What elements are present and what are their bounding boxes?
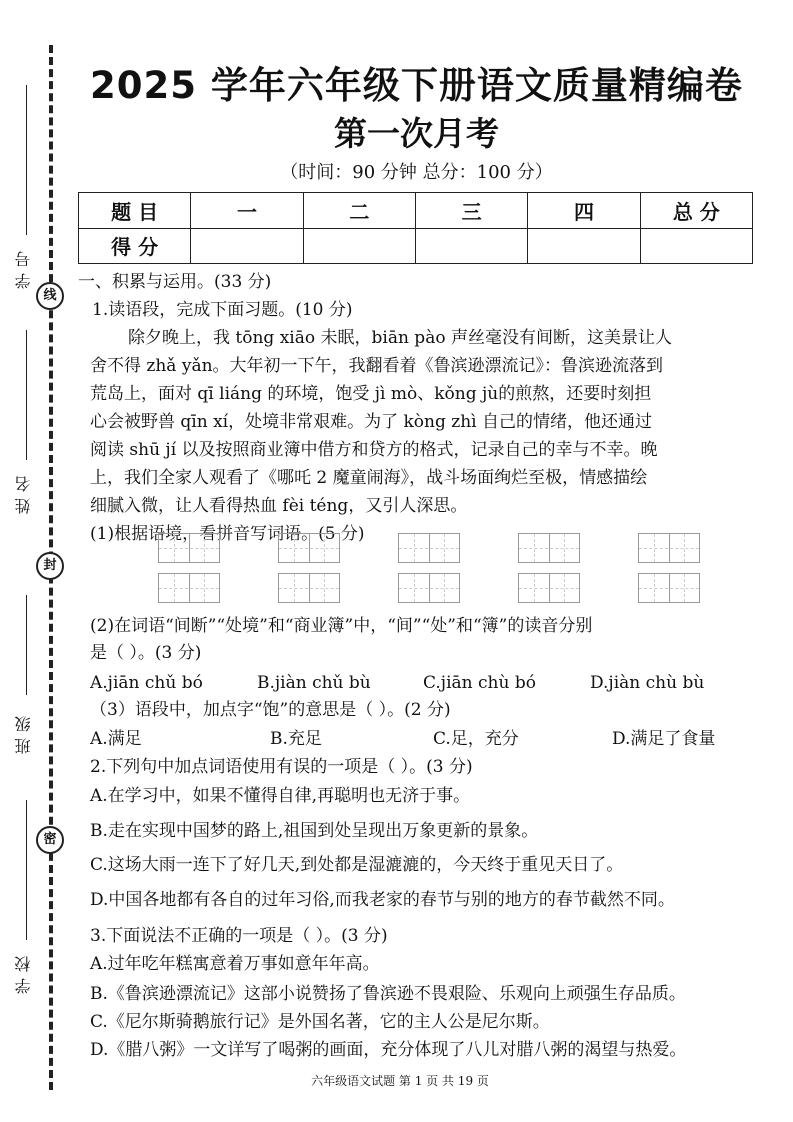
q3-option-b: B.《鲁滨逊漂流记》这部小说赞扬了鲁滨逊不畏艰险、乐观向上顽强生存品质。	[90, 984, 686, 1004]
class-label: 班级	[14, 710, 33, 754]
q1-sub3-option-d: D.满足了食量	[612, 729, 716, 749]
score-header-cell: 二	[303, 193, 415, 229]
q1-sub2-option-d: D.jiàn chù bù	[590, 673, 705, 693]
q1-sub3-option-c: C.足，充分	[433, 729, 519, 749]
seal-mi: 密	[36, 826, 64, 854]
score-row-label: 得 分	[79, 228, 191, 264]
q1-sub2-option-c: C.jiān chù bó	[423, 673, 536, 693]
q1-sub3-option-a: A.满足	[90, 729, 142, 749]
q3-option-a: A.过年吃年糕寓意着万事如意年年高。	[90, 954, 380, 974]
q1-sub2-option-b: B.jiàn chǔ bù	[257, 673, 371, 693]
score-input-cell[interactable]	[303, 228, 415, 264]
score-header-cell: 题 目	[79, 193, 191, 229]
class-rule	[26, 595, 27, 695]
score-input-cell[interactable]	[528, 228, 640, 264]
passage-line: 阅读 shū jí 以及按照商业簿中借方和贷方的格式，记录自己的幸与不幸。晚	[90, 440, 658, 460]
exam-meta: （时间：90 分钟 总分：100 分）	[280, 162, 553, 183]
score-table	[78, 192, 753, 264]
section-heading: 一、积累与运用。(33 分)	[78, 272, 272, 292]
score-input-cell[interactable]	[191, 228, 303, 264]
exam-subtitle: 第一次月考	[334, 114, 499, 153]
name-label: 姓名	[14, 470, 33, 514]
student-id-label: 学号	[14, 245, 33, 289]
q1-sub2: (2)在词语“间断”“处境”和“商业簿”中，“间”“处”和“簿”的读音分别	[90, 616, 593, 636]
seal-feng: 封	[36, 552, 64, 580]
school-rule	[26, 800, 27, 940]
passage-line: 舍不得 zhǎ yǎn。大年初一下午，我翻看着《鲁滨逊漂流记》：鲁滨逊流落到	[90, 356, 664, 376]
score-input-cell[interactable]	[415, 228, 527, 264]
page-footer: 六年级语文试题 第 1 页 共 19 页	[311, 1074, 489, 1088]
q1-sub2-option-a: A.jiān chǔ bó	[90, 673, 203, 693]
q3-option-d: D.《腊八粥》一文详写了喝粥的画面，充分体现了八儿对腊八粥的渴望与热爱。	[90, 1040, 687, 1060]
q2-option-b: B.走在实现中国梦的路上,祖国到处呈现出万象更新的景象。	[90, 821, 539, 841]
q2-option-c: C.这场大雨一连下了好几天,到处都是湿漉漉的，今天终于重见天日了。	[90, 855, 624, 875]
exam-title: 2025 学年六年级下册语文质量精编卷	[90, 64, 743, 107]
name-rule	[26, 330, 27, 460]
seal-xian: 线	[36, 282, 64, 310]
score-header-cell: 四	[528, 193, 640, 229]
q2-stem: 2.下列句中加点词语使用有误的一项是（ ）。(3 分)	[90, 757, 473, 777]
passage-line: 心会被野兽 qīn xí，处境非常艰难。为了 kòng zhì 自己的情绪，他还通过	[90, 412, 653, 432]
score-header-cell: 三	[415, 193, 527, 229]
score-header-cell: 总 分	[640, 193, 752, 229]
q1-sub2-cont: 是（ ）。(3 分)	[90, 643, 202, 663]
score-input-cell[interactable]	[640, 228, 752, 264]
q1-sub3: （3）语段中，加点字“饱”的意思是（ ）。(2 分)	[90, 700, 451, 720]
passage-line: 细腻入微，让人看得热血 fèi téng，又引人深思。	[90, 496, 468, 516]
q1-sub3-option-b: B.充足	[270, 729, 322, 749]
passage-line: 除夕晚上，我 tōng xiāo 未眠，biān pào 声丝毫没有间断，这美景让人	[128, 328, 672, 348]
q1-sub1: (1)根据语境，看拼音写词语。(5 分)	[90, 524, 365, 544]
passage-line: 上，我们全家人观看了《哪吒 2 魔童闹海》，战斗场面绚烂至极，情感描绘	[90, 468, 648, 488]
score-table-value-row	[79, 228, 753, 264]
passage-line: 荒岛上，面对 qī liáng 的环境，饱受 jì mò、kǒng jù的煎熬，还要时刻担	[90, 384, 652, 404]
score-header-cell: 一	[191, 193, 303, 229]
q2-option-a: A.在学习中，如果不懂得自律,再聪明也无济于事。	[90, 786, 471, 806]
q3-stem: 3.下面说法不正确的一项是（ ）。(3 分)	[90, 926, 388, 946]
q1-stem: 1.读语段，完成下面习题。(10 分)	[92, 300, 353, 320]
score-table-header-row	[79, 193, 753, 229]
q3-option-c: C.《尼尔斯骑鹅旅行记》是外国名著，它的主人公是尼尔斯。	[90, 1012, 550, 1032]
q2-option-d: D.中国各地都有各自的过年习俗,而我老家的春节与别的地方的春节截然不同。	[90, 890, 675, 910]
school-label: 学校	[14, 950, 33, 994]
